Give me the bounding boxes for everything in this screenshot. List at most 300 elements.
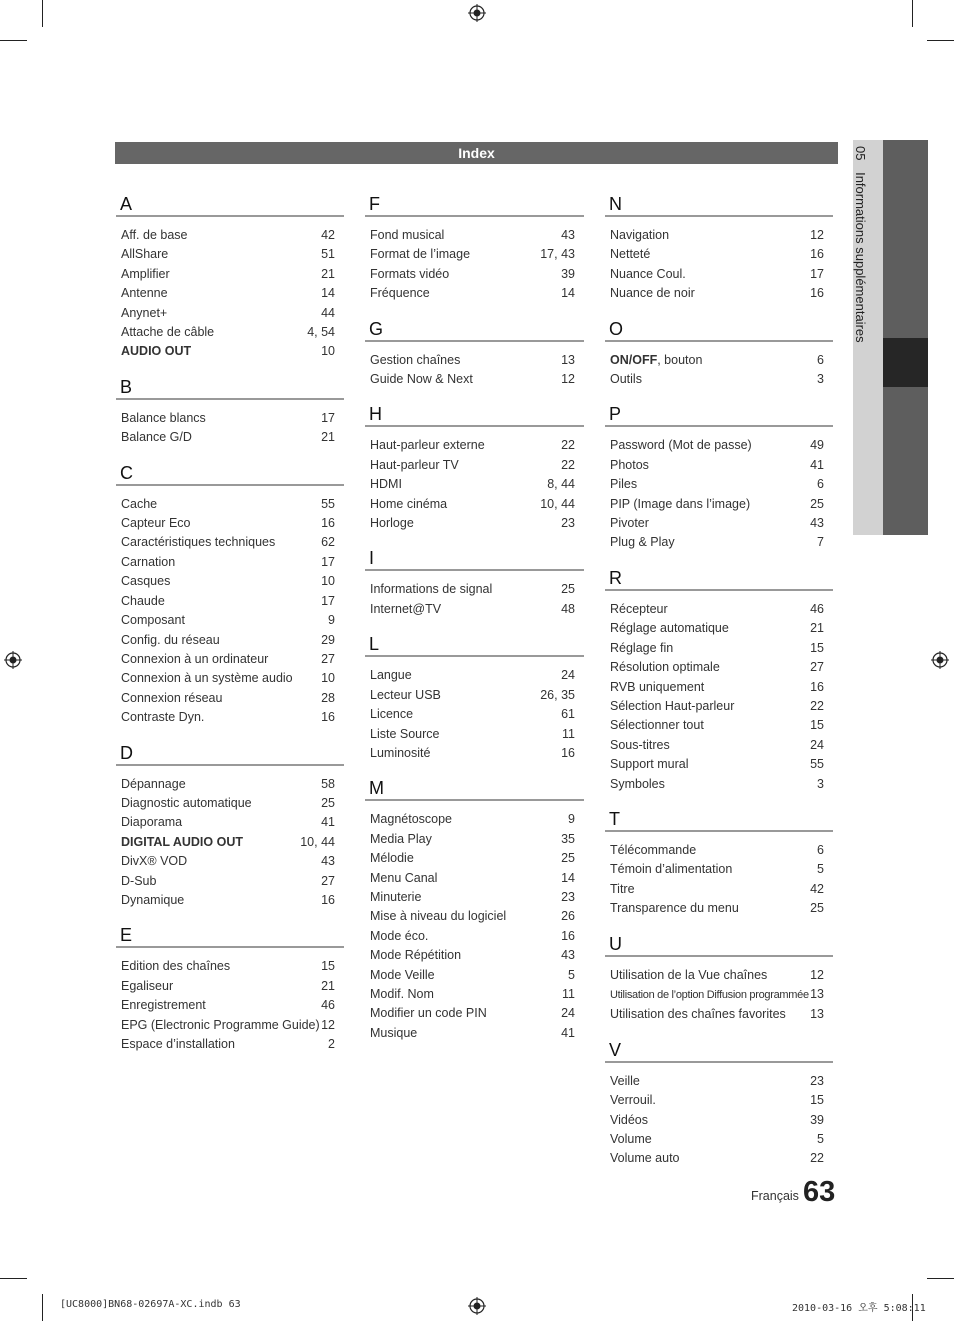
entry-pages: 24 bbox=[561, 668, 575, 683]
index-entry bbox=[365, 744, 584, 763]
entry-term: Aff. de base bbox=[121, 228, 188, 242]
entry-term: Verrouil. bbox=[610, 1093, 656, 1108]
entry-pages: 23 bbox=[810, 1073, 824, 1088]
entry-pages: 10, 44 bbox=[300, 834, 335, 849]
entry-pages: 39 bbox=[561, 266, 575, 281]
index-entry bbox=[116, 1035, 344, 1054]
index-entry bbox=[116, 689, 344, 708]
registration-mark-icon bbox=[468, 1297, 486, 1315]
entry-pages: 5 bbox=[568, 967, 575, 982]
entry-term-wrap bbox=[610, 600, 668, 619]
entry-term-wrap bbox=[121, 689, 222, 708]
index-entry bbox=[605, 860, 833, 879]
index-entry bbox=[116, 304, 344, 323]
entry-pages: 3 bbox=[817, 372, 824, 387]
crop-mark bbox=[0, 40, 27, 41]
section-letter: D bbox=[120, 742, 133, 763]
entry-pages: 41 bbox=[810, 457, 824, 472]
crop-mark bbox=[42, 0, 43, 27]
entry-term: Photos bbox=[610, 457, 649, 472]
entry-pages: 16 bbox=[810, 679, 824, 694]
index-entry bbox=[605, 1111, 833, 1130]
entry-pages: 61 bbox=[561, 707, 575, 722]
index-entry bbox=[365, 1004, 584, 1023]
entry-term-wrap bbox=[121, 891, 184, 910]
entry-pages: 43 bbox=[561, 948, 575, 963]
entry-pages: 24 bbox=[810, 737, 824, 752]
entry-term: ON/OFF bbox=[610, 352, 658, 367]
entry-term: Vidéos bbox=[610, 1112, 648, 1127]
entry-pages: 26 bbox=[561, 909, 575, 924]
entry-term: Fond musical bbox=[370, 228, 445, 242]
index-entry bbox=[365, 580, 584, 599]
entry-term: Volume auto bbox=[610, 1151, 680, 1166]
entry-pages: 6 bbox=[817, 477, 824, 492]
index-entry bbox=[116, 409, 344, 428]
index-entry bbox=[605, 1072, 833, 1091]
entry-term: Mise à niveau du logiciel bbox=[370, 909, 507, 924]
entry-term: D-Sub bbox=[121, 873, 157, 888]
index-section-i bbox=[365, 549, 584, 619]
entry-term-wrap bbox=[610, 966, 767, 985]
entry-pages: 16 bbox=[321, 516, 335, 531]
entry-term-wrap bbox=[121, 669, 293, 688]
entry-pages: 25 bbox=[561, 851, 575, 866]
index-entry bbox=[365, 907, 584, 926]
entry-term: Formats vidéo bbox=[370, 266, 450, 281]
index-entry bbox=[365, 600, 584, 619]
section-letter: R bbox=[609, 567, 622, 588]
index-entry bbox=[116, 533, 344, 552]
entry-term: Sélection Haut-parleur bbox=[610, 698, 735, 713]
entry-term: Musique bbox=[370, 1025, 418, 1040]
index-entry bbox=[605, 658, 833, 677]
index-entry bbox=[605, 755, 833, 774]
entry-pages: 4, 54 bbox=[307, 325, 335, 340]
entry-term: Mélodie bbox=[370, 851, 414, 866]
entry-pages: 10 bbox=[321, 344, 335, 359]
index-entry bbox=[116, 428, 344, 447]
entry-term: Utilisation de la Vue chaînes bbox=[610, 967, 768, 982]
entry-term-wrap bbox=[121, 226, 188, 245]
entry-pages: 46 bbox=[810, 601, 824, 616]
entry-pages: 24 bbox=[561, 1006, 575, 1021]
index-section-l bbox=[365, 635, 584, 763]
entry-term: Navigation bbox=[610, 228, 670, 242]
entry-term: Résolution optimale bbox=[610, 660, 720, 675]
section-letter: B bbox=[120, 376, 133, 397]
entry-pages: 12 bbox=[810, 967, 824, 982]
entry-term-wrap bbox=[121, 495, 157, 514]
section-divider bbox=[365, 215, 584, 217]
entry-term-wrap bbox=[370, 495, 447, 514]
chapter-label bbox=[853, 146, 868, 343]
entry-term: Télécommande bbox=[610, 842, 697, 857]
index-entry bbox=[605, 639, 833, 658]
entry-term-wrap bbox=[370, 985, 434, 1004]
chapter-number: 05 bbox=[853, 146, 868, 161]
entry-term-wrap bbox=[610, 899, 739, 918]
entry-term: PIP (Image dans l’image) bbox=[610, 496, 751, 511]
entry-term: Antenne bbox=[121, 286, 168, 301]
entry-term-wrap bbox=[610, 1130, 652, 1149]
index-entry bbox=[605, 265, 833, 284]
entry-pages: 25 bbox=[321, 795, 335, 810]
index-entry bbox=[605, 284, 833, 303]
entry-term: Utilisation des chaînes favorites bbox=[610, 1007, 786, 1022]
entry-pages: 62 bbox=[321, 535, 335, 550]
footer-language: Français bbox=[751, 1189, 799, 1203]
entry-term-wrap bbox=[610, 1072, 640, 1091]
section-divider bbox=[116, 484, 344, 486]
entry-term-wrap bbox=[370, 849, 414, 868]
entry-pages: 9 bbox=[568, 812, 575, 827]
entry-term-wrap bbox=[121, 872, 156, 891]
entry-term-wrap bbox=[370, 370, 473, 389]
index-entry bbox=[605, 514, 833, 533]
entry-term: Balance G/D bbox=[121, 430, 192, 445]
index-entry bbox=[116, 592, 344, 611]
section-divider bbox=[116, 946, 344, 948]
entry-term-wrap bbox=[610, 678, 704, 697]
entry-term: Utilisation de l’option Diffusion programmée bbox=[610, 988, 809, 1001]
entry-term-wrap bbox=[610, 495, 750, 514]
entry-term: Piles bbox=[610, 477, 638, 492]
entry-term-wrap bbox=[121, 428, 192, 447]
index-entry bbox=[116, 342, 344, 361]
section-divider bbox=[605, 955, 833, 957]
entry-pages: 17, 43 bbox=[540, 247, 575, 262]
entry-pages: 13 bbox=[810, 986, 824, 1001]
entry-term-wrap bbox=[370, 226, 444, 245]
entry-term-wrap bbox=[121, 813, 182, 832]
index-entry bbox=[116, 708, 344, 727]
registration-mark-icon bbox=[468, 4, 486, 22]
entry-term-wrap bbox=[610, 697, 734, 716]
entry-term: Liste Source bbox=[370, 726, 440, 741]
entry-pages: 39 bbox=[810, 1112, 824, 1127]
index-entry bbox=[605, 1091, 833, 1110]
index-entry bbox=[365, 370, 584, 389]
entry-term-wrap bbox=[610, 1111, 648, 1130]
entry-term: EPG (Electronic Programme Guide) bbox=[121, 1017, 320, 1032]
entry-term: Horloge bbox=[370, 516, 414, 531]
entry-term-wrap bbox=[370, 705, 413, 724]
entry-pages: 27 bbox=[810, 660, 824, 675]
entry-term-wrap bbox=[370, 600, 441, 619]
entry-term: Dépannage bbox=[121, 776, 186, 791]
entry-term-wrap bbox=[370, 475, 402, 494]
section-divider bbox=[116, 398, 344, 400]
entry-term-wrap bbox=[610, 775, 665, 794]
entry-term: Magnétoscope bbox=[370, 812, 453, 827]
entry-pages: 6 bbox=[817, 352, 824, 367]
entry-term: Support mural bbox=[610, 757, 689, 772]
entry-pages: 7 bbox=[817, 535, 824, 550]
entry-term: Haut-parleur TV bbox=[370, 457, 459, 472]
index-entry bbox=[116, 553, 344, 572]
index-entry bbox=[605, 495, 833, 514]
section-letter: A bbox=[120, 194, 133, 214]
index-section-p bbox=[605, 405, 833, 552]
entry-term: Plug & Play bbox=[610, 535, 675, 550]
index-column-2 bbox=[365, 195, 584, 1059]
index-entry bbox=[116, 323, 344, 342]
section-letter: M bbox=[369, 778, 384, 799]
index-entry bbox=[116, 833, 344, 852]
entry-term-wrap bbox=[121, 409, 206, 428]
entry-term-wrap bbox=[121, 631, 220, 650]
entry-pages: 17 bbox=[321, 410, 335, 425]
entry-pages: 22 bbox=[561, 438, 575, 453]
index-entry bbox=[116, 514, 344, 533]
index-entry bbox=[365, 666, 584, 685]
index-column-3 bbox=[605, 195, 833, 1185]
entry-pages: 27 bbox=[321, 873, 335, 888]
crop-mark bbox=[912, 0, 913, 27]
entry-term: Informations de signal bbox=[370, 582, 493, 597]
index-entry bbox=[605, 619, 833, 638]
entry-term-wrap bbox=[121, 553, 175, 572]
entry-term: Contraste Dyn. bbox=[121, 710, 205, 725]
entry-term-wrap bbox=[121, 572, 170, 591]
registration-mark-icon bbox=[4, 651, 22, 669]
index-entry bbox=[365, 966, 584, 985]
entry-term-wrap bbox=[610, 755, 689, 774]
index-section-d bbox=[116, 744, 344, 911]
entry-pages: 11 bbox=[562, 726, 575, 741]
index-entry bbox=[605, 716, 833, 735]
entry-pages: 15 bbox=[810, 718, 824, 733]
index-entry bbox=[365, 686, 584, 705]
entry-pages: 23 bbox=[561, 516, 575, 531]
index-entry bbox=[116, 631, 344, 650]
entry-term: Gestion chaînes bbox=[370, 352, 461, 367]
index-entry bbox=[605, 1130, 833, 1149]
entry-pages: 12 bbox=[561, 372, 575, 387]
entry-pages: 41 bbox=[321, 815, 335, 830]
entry-term-wrap bbox=[121, 775, 186, 794]
section-letter: L bbox=[369, 634, 380, 655]
entry-term: Enregistrement bbox=[121, 998, 206, 1013]
entry-term-wrap bbox=[370, 351, 460, 370]
section-divider bbox=[605, 215, 833, 217]
section-divider bbox=[365, 655, 584, 657]
entry-term-wrap bbox=[370, 436, 485, 455]
entry-pages: 21 bbox=[321, 978, 335, 993]
index-entry bbox=[365, 475, 584, 494]
index-entry bbox=[116, 977, 344, 996]
entry-term: Luminosité bbox=[370, 745, 431, 760]
index-entry bbox=[365, 514, 584, 533]
entry-term: Caractéristiques techniques bbox=[121, 535, 276, 550]
index-entry bbox=[365, 1024, 584, 1043]
entry-term-wrap bbox=[370, 927, 428, 946]
entry-pages: 44 bbox=[321, 305, 335, 320]
section-divider bbox=[605, 830, 833, 832]
entry-term: HDMI bbox=[370, 477, 402, 492]
index-entry bbox=[605, 351, 833, 370]
index-section-m bbox=[365, 779, 584, 1043]
entry-term-wrap bbox=[370, 245, 470, 264]
entry-term-wrap bbox=[610, 226, 669, 245]
entry-pages: 49 bbox=[810, 438, 824, 453]
entry-term-wrap bbox=[610, 716, 704, 735]
entry-term: Config. du réseau bbox=[121, 632, 220, 647]
entry-pages: 16 bbox=[810, 247, 824, 262]
section-letter: I bbox=[369, 548, 375, 569]
entry-term-wrap bbox=[121, 794, 252, 813]
index-entry bbox=[605, 841, 833, 860]
entry-term-wrap bbox=[610, 880, 635, 899]
entry-pages: 43 bbox=[321, 854, 335, 869]
entry-term: Réglage automatique bbox=[610, 621, 729, 636]
section-divider bbox=[365, 340, 584, 342]
entry-term-wrap bbox=[610, 436, 752, 455]
entry-term: Lecteur USB bbox=[370, 687, 441, 702]
entry-term-wrap bbox=[610, 1005, 786, 1024]
entry-term-wrap bbox=[370, 580, 492, 599]
entry-term-wrap bbox=[121, 708, 204, 727]
entry-pages: 25 bbox=[810, 901, 824, 916]
entry-term: Edition des chaînes bbox=[121, 959, 231, 974]
entry-term: Cache bbox=[121, 496, 158, 511]
entry-term-wrap bbox=[370, 686, 441, 705]
entry-term: Egaliseur bbox=[121, 978, 174, 993]
entry-pages: 14 bbox=[561, 870, 575, 885]
entry-term-wrap bbox=[121, 245, 168, 264]
entry-pages: 15 bbox=[810, 1093, 824, 1108]
entry-term-wrap bbox=[370, 907, 506, 926]
entry-pages: 12 bbox=[810, 228, 824, 242]
index-section-o bbox=[605, 320, 833, 390]
index-section-a bbox=[116, 195, 344, 362]
entry-term-wrap bbox=[121, 996, 206, 1015]
entry-pages: 17 bbox=[321, 554, 335, 569]
entry-term-wrap bbox=[370, 830, 432, 849]
index-entry bbox=[116, 226, 344, 245]
entry-term-wrap bbox=[121, 265, 170, 284]
index-entry bbox=[365, 869, 584, 888]
entry-term-wrap bbox=[610, 514, 649, 533]
slug-file-info: [UC8000]BN68-02697A-XC.indb 63 bbox=[60, 1299, 241, 1310]
index-section-g bbox=[365, 320, 584, 390]
index-entry bbox=[116, 775, 344, 794]
entry-term: Casques bbox=[121, 574, 171, 589]
crop-mark bbox=[42, 1294, 43, 1321]
index-entry bbox=[365, 849, 584, 868]
entry-term-wrap bbox=[121, 514, 190, 533]
entry-term-wrap bbox=[370, 514, 414, 533]
index-entry bbox=[605, 697, 833, 716]
entry-pages: 16 bbox=[561, 928, 575, 943]
index-entry bbox=[365, 495, 584, 514]
index-entry bbox=[365, 351, 584, 370]
entry-term: Dynamique bbox=[121, 892, 185, 907]
entry-term: Menu Canal bbox=[370, 870, 438, 885]
index-entry bbox=[365, 830, 584, 849]
entry-pages: 9 bbox=[328, 613, 335, 628]
entry-pages: 28 bbox=[321, 690, 335, 705]
index-entry bbox=[365, 927, 584, 946]
entry-pages: 5 bbox=[817, 862, 824, 877]
entry-term: Modifier un code PIN bbox=[370, 1006, 487, 1021]
index-entry bbox=[116, 794, 344, 813]
index-entry bbox=[116, 495, 344, 514]
entry-term-wrap bbox=[610, 370, 642, 389]
entry-term: Media Play bbox=[370, 831, 432, 846]
index-section-e bbox=[116, 926, 344, 1054]
index-entry bbox=[605, 880, 833, 899]
index-section-t bbox=[605, 810, 833, 919]
entry-term-wrap bbox=[370, 810, 452, 829]
page-title: Index bbox=[115, 142, 838, 164]
entry-term-wrap bbox=[121, 342, 191, 361]
index-entry bbox=[605, 226, 833, 245]
entry-term-wrap bbox=[610, 533, 675, 552]
index-section-b bbox=[116, 378, 344, 448]
index-entry bbox=[605, 456, 833, 475]
entry-term: Chaude bbox=[121, 593, 165, 608]
index-entry bbox=[116, 572, 344, 591]
index-section-u bbox=[605, 935, 833, 1025]
entry-term-wrap bbox=[610, 1091, 656, 1110]
section-letter: F bbox=[369, 194, 380, 214]
index-section-f bbox=[365, 195, 584, 304]
entry-term-wrap bbox=[610, 985, 809, 1005]
entry-pages: 14 bbox=[321, 286, 335, 301]
entry-pages: 13 bbox=[561, 352, 575, 367]
index-entry bbox=[116, 284, 344, 303]
entry-term-wrap bbox=[610, 658, 720, 677]
section-divider bbox=[116, 764, 344, 766]
entry-pages: 13 bbox=[810, 1007, 824, 1022]
entry-pages: 3 bbox=[817, 776, 824, 791]
index-entry bbox=[365, 265, 584, 284]
entry-pages: 51 bbox=[321, 247, 335, 262]
entry-term: Transparence du menu bbox=[610, 901, 739, 916]
entry-term: Connexion à un ordinateur bbox=[121, 651, 269, 666]
entry-term: Nuance de noir bbox=[610, 286, 695, 301]
entry-pages: 12 bbox=[321, 1017, 335, 1032]
entry-term-wrap bbox=[121, 1016, 320, 1035]
section-letter: U bbox=[609, 933, 622, 954]
entry-pages: 16 bbox=[321, 892, 335, 907]
section-letter: O bbox=[609, 318, 624, 339]
chapter-tab-marker bbox=[883, 338, 928, 387]
index-entry bbox=[116, 813, 344, 832]
entry-term: Licence bbox=[370, 707, 414, 722]
entry-pages: 46 bbox=[321, 998, 335, 1013]
index-entry bbox=[605, 600, 833, 619]
section-divider bbox=[365, 569, 584, 571]
entry-pages: 25 bbox=[810, 496, 824, 511]
entry-term: Connexion réseau bbox=[121, 690, 223, 705]
index-entry bbox=[116, 1016, 344, 1035]
entry-pages: 6 bbox=[817, 842, 824, 857]
entry-term: Haut-parleur externe bbox=[370, 438, 485, 453]
index-entry bbox=[365, 245, 584, 264]
entry-term-wrap bbox=[610, 265, 686, 284]
entry-term: Anynet+ bbox=[121, 305, 168, 320]
index-entry bbox=[365, 985, 584, 1004]
index-entry bbox=[605, 736, 833, 755]
index-section-c bbox=[116, 464, 344, 728]
index-column-1 bbox=[116, 195, 344, 1070]
entry-pages: 42 bbox=[810, 881, 824, 896]
entry-term: AUDIO OUT bbox=[121, 344, 192, 359]
entry-term: RVB uniquement bbox=[610, 679, 705, 694]
